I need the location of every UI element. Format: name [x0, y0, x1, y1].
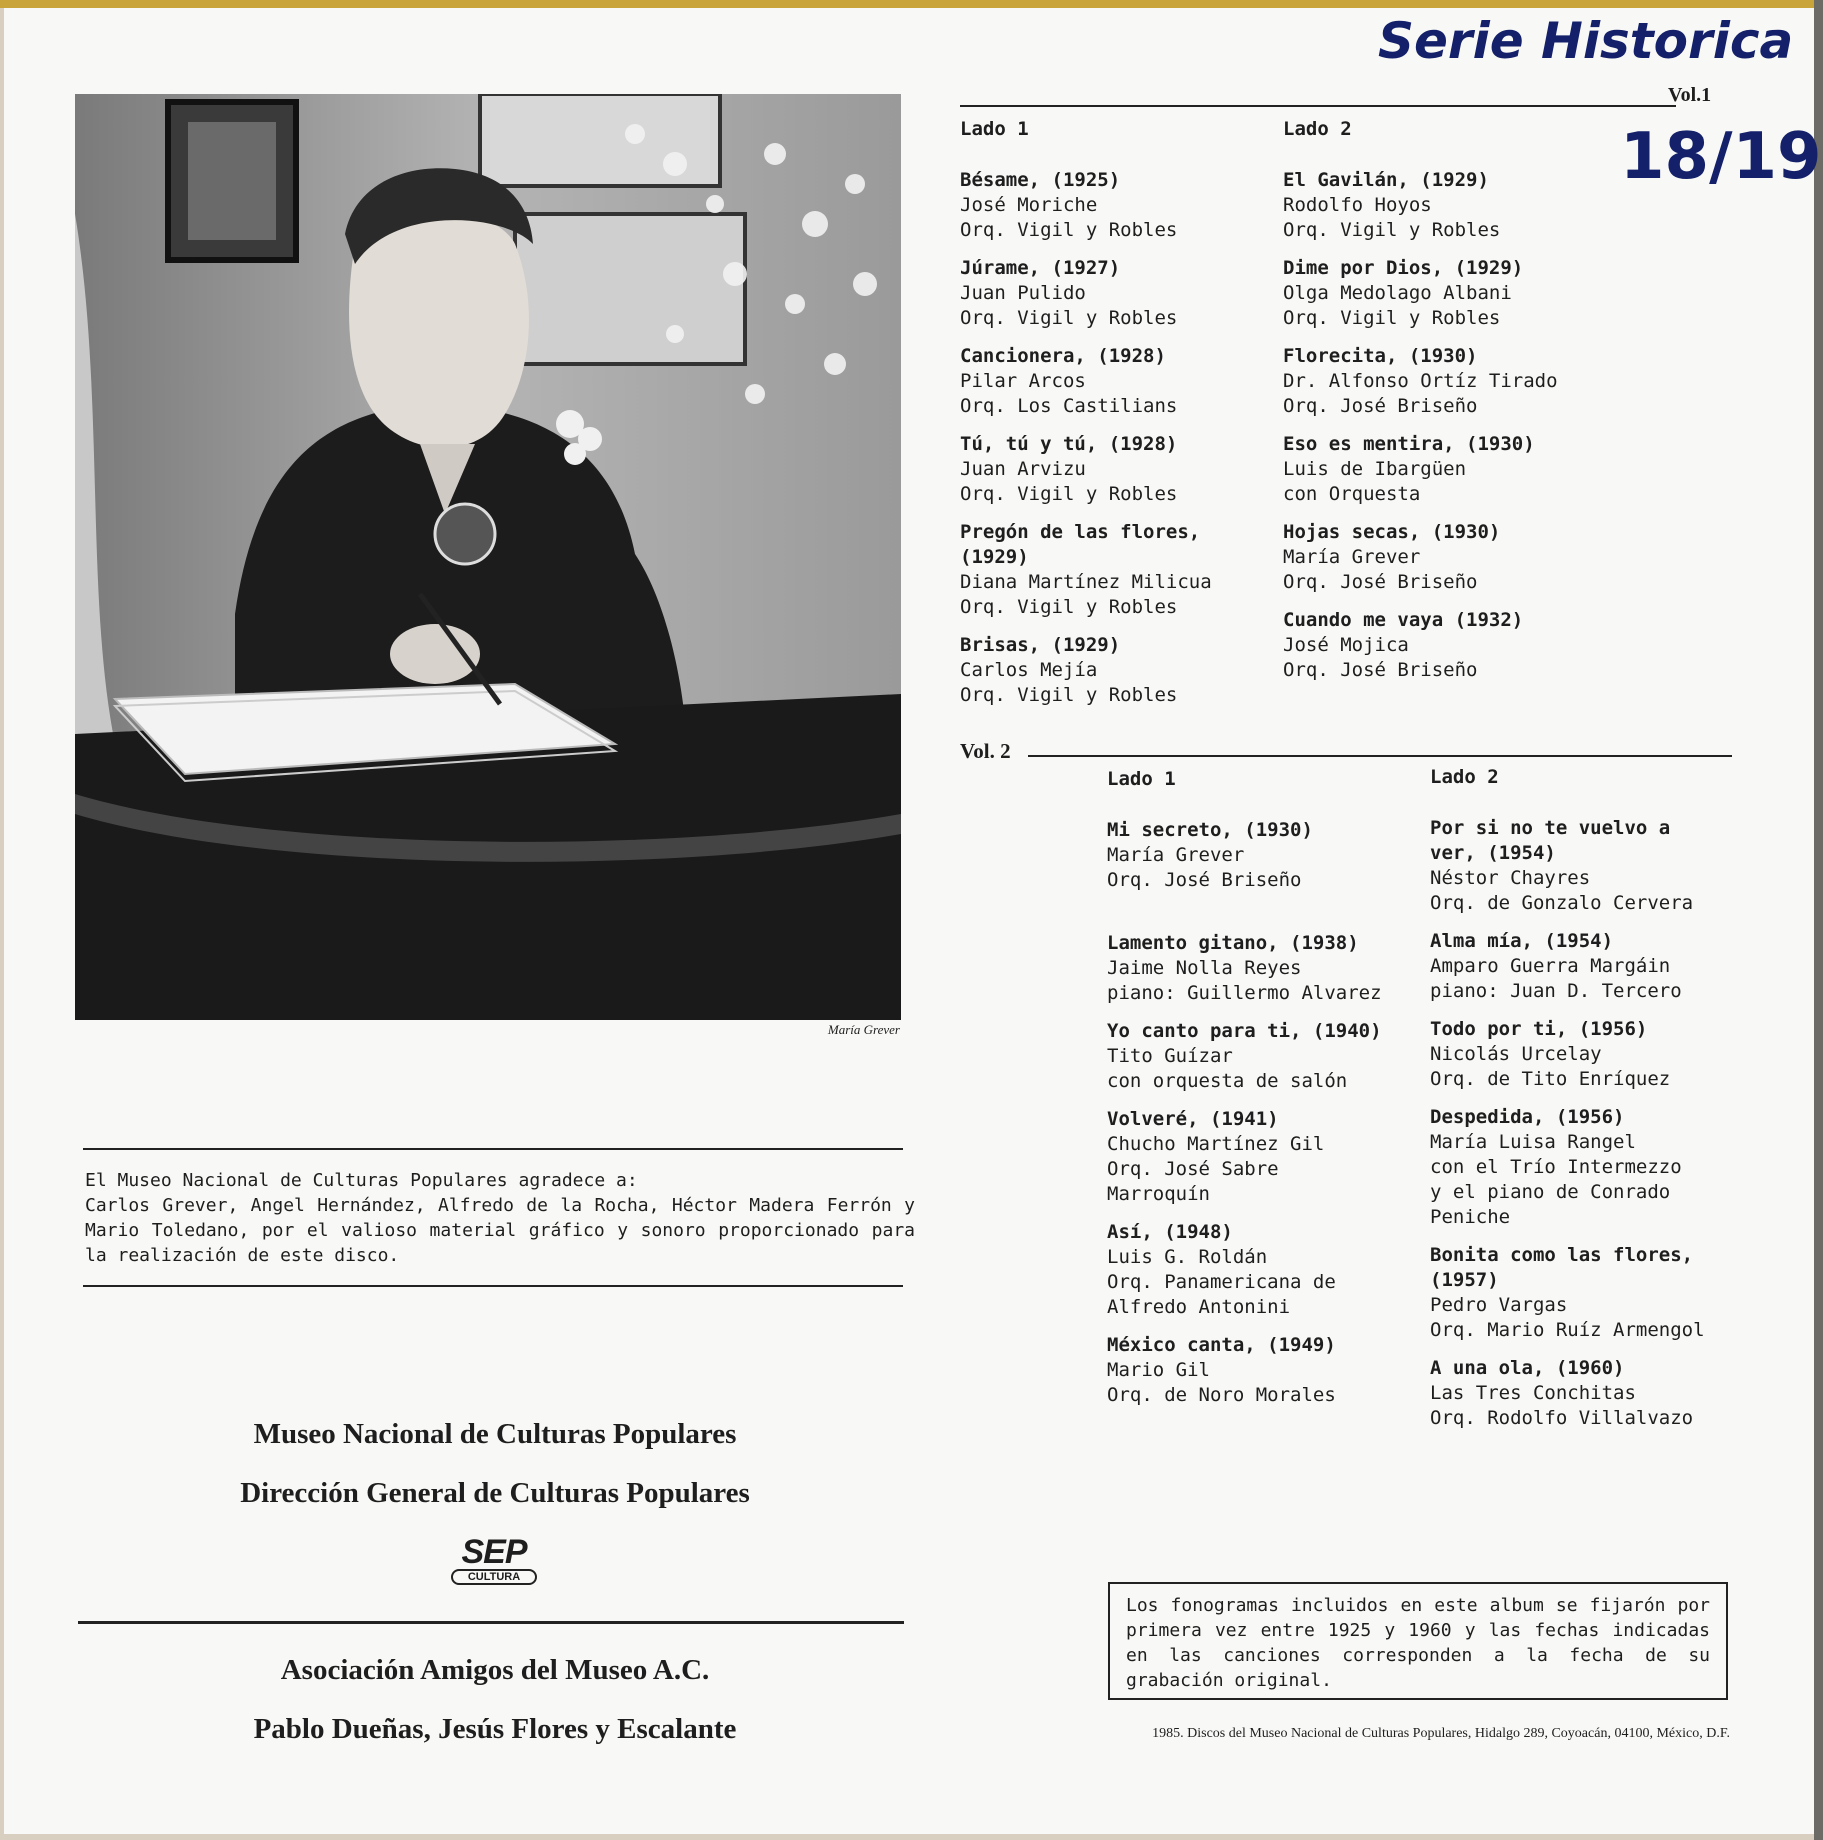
track-credit: Orq. Mario Ruíz Armengol	[1430, 1319, 1705, 1341]
track-item	[1430, 929, 1735, 1004]
track-item	[960, 344, 1300, 419]
track-item	[960, 256, 1300, 331]
track-credit: Olga Medolago Albani	[1283, 282, 1512, 304]
track-credit: Juan Pulido	[960, 282, 1086, 304]
portrait-photo	[75, 94, 901, 1020]
portrait-illustration	[75, 94, 901, 1020]
track-credit: Néstor Chayres	[1430, 867, 1591, 889]
track-credit: Marroquín	[1107, 1183, 1210, 1205]
track-credit: Orq. Panamericana de	[1107, 1271, 1336, 1293]
track-credit: Orq. Rodolfo Villalvazo	[1430, 1407, 1694, 1429]
handwritten-series: Serie Historica	[1378, 12, 1794, 70]
track-credit: Alfredo Antonini	[1107, 1296, 1291, 1318]
track-credit: Orq. de Noro Morales	[1107, 1384, 1336, 1406]
track-title: Lamento gitano, (1938)	[1107, 932, 1359, 954]
track-title: Eso es mentira, (1930)	[1283, 433, 1535, 455]
track-credit: Luis de Ibargüen	[1283, 458, 1467, 480]
vol2-lado1-list	[1107, 818, 1447, 1421]
track-credit: con orquesta de salón	[1107, 1070, 1348, 1092]
track-credit: Orq. de Gonzalo Cervera	[1430, 892, 1694, 914]
sleeve-edge	[1814, 0, 1823, 1840]
vol1-lado2-list	[1283, 168, 1623, 696]
track-credit: María Luisa Rangel	[1430, 1131, 1636, 1153]
track-credit: Orq. José Briseño	[1283, 395, 1478, 417]
top-color-band	[0, 0, 1823, 8]
track-item	[1430, 1243, 1720, 1343]
credits-block	[85, 1168, 915, 1268]
track-item	[960, 432, 1300, 507]
track-credit: Amparo Guerra Margáin	[1430, 955, 1671, 977]
track-title: México canta, (1949)	[1107, 1334, 1336, 1356]
track-credit: María Grever	[1107, 844, 1245, 866]
track-item	[1430, 816, 1720, 916]
handwritten-number: 18/19	[1620, 120, 1822, 194]
vol2-lado2-list	[1430, 816, 1735, 1444]
track-title: Bonita como las flores, (1957)	[1430, 1244, 1694, 1291]
track-title: Así, (1948)	[1107, 1221, 1233, 1243]
track-title: Volveré, (1941)	[1107, 1108, 1279, 1130]
track-credit: Jaime Nolla Reyes	[1107, 957, 1302, 979]
track-credit: María Grever	[1283, 546, 1421, 568]
track-title: Dime por Dios, (1929)	[1283, 257, 1524, 279]
institution-line-2: Dirección General de Culturas Populares	[240, 1477, 750, 1509]
track-title: Júrame, (1927)	[960, 257, 1121, 279]
track-credit: Orq. Vigil y Robles	[960, 596, 1178, 618]
track-item	[1430, 1105, 1735, 1230]
track-credit: José Moriche	[960, 194, 1098, 216]
institution-line-1: Museo Nacional de Culturas Populares	[253, 1418, 737, 1450]
track-credit: Orq. Vigil y Robles	[1283, 219, 1501, 241]
track-title: Cuando me vaya (1932)	[1283, 609, 1524, 631]
track-credit: Orq. José Briseño	[1107, 869, 1302, 891]
credits-top-rule	[83, 1148, 903, 1150]
credits-heading: El Museo Nacional de Culturas Populares agradece a:	[85, 1170, 638, 1191]
institution-rule	[78, 1621, 904, 1624]
track-credit: Orq. José Briseño	[1283, 659, 1478, 681]
track-title: Yo canto para ti, (1940)	[1107, 1020, 1382, 1042]
track-credit: Diana Martínez Milicua	[960, 571, 1212, 593]
track-credit: Orq. de Tito Enríquez	[1430, 1068, 1671, 1090]
track-item	[1107, 1019, 1447, 1094]
track-credit: Nicolás Urcelay	[1430, 1043, 1602, 1065]
track-credit: Rodolfo Hoyos	[1283, 194, 1432, 216]
track-item	[1283, 344, 1623, 419]
track-item	[1283, 168, 1623, 243]
track-credit: Orq. Vigil y Robles	[960, 684, 1178, 706]
recording-note: Los fonogramas incluidos en este album se fijarón por primera vez entre 1925 y 1960 y las fechas indicadas en las canciones corresponden a la fecha de su grabación original.	[1108, 1582, 1728, 1700]
sep-logo-main: SEP	[461, 1533, 527, 1571]
track-item	[960, 633, 1300, 708]
track-item	[1107, 931, 1447, 1006]
track-credit: Orq. José Briseño	[1283, 571, 1478, 593]
track-credit: Carlos Mejía	[960, 659, 1098, 681]
track-item	[1283, 520, 1623, 595]
track-credit: Mario Gil	[1107, 1359, 1210, 1381]
vol1-label: Vol.1	[1668, 84, 1712, 106]
track-credit: Tito Guízar	[1107, 1045, 1233, 1067]
track-credit: piano: Guillermo Alvarez	[1107, 982, 1382, 1004]
track-credit: Luis G. Roldán	[1107, 1246, 1268, 1268]
track-credit: y el piano de Conrado	[1430, 1181, 1671, 1203]
track-credit: Peniche	[1430, 1206, 1511, 1228]
vol1-lado1-label: Lado 1	[960, 118, 1029, 140]
track-title: Todo por ti, (1956)	[1430, 1018, 1648, 1040]
track-credit: Juan Arvizu	[960, 458, 1086, 480]
track-item	[1283, 256, 1623, 331]
track-item	[1283, 608, 1623, 683]
track-title: Alma mía, (1954)	[1430, 930, 1614, 952]
vol2-label: Vol. 2	[960, 739, 1011, 763]
track-credit: Dr. Alfonso Ortíz Tirado	[1283, 370, 1558, 392]
track-title: Por si no te vuelvo a ver, (1954)	[1430, 817, 1671, 864]
track-title: Mi secreto, (1930)	[1107, 819, 1313, 841]
photo-caption: María Grever	[827, 1022, 900, 1037]
credits-body: Carlos Grever, Angel Hernández, Alfredo de la Rocha, Héctor Madera Ferrón y Mario Toledano, por el valioso material gráfico y sonoro proporcionado para la realización de este disco.	[85, 1195, 915, 1266]
track-title: Tú, tú y tú, (1928)	[960, 433, 1178, 455]
track-title: Bésame, (1925)	[960, 169, 1121, 191]
track-title: Cancionera, (1928)	[960, 345, 1166, 367]
sep-logo-sub: CULTURA	[451, 1569, 537, 1585]
track-title: Brisas, (1929)	[960, 634, 1121, 656]
vol1-rule	[960, 105, 1676, 107]
track-item	[960, 168, 1300, 243]
track-credit: Pedro Vargas	[1430, 1294, 1568, 1316]
track-credit: Orq. Vigil y Robles	[960, 219, 1178, 241]
vol2-rule	[1028, 755, 1732, 757]
track-credit: Orq. Vigil y Robles	[1283, 307, 1501, 329]
vol2-lado1-label: Lado 1	[1107, 768, 1176, 790]
track-item	[1430, 1017, 1735, 1092]
track-credit: Orq. José Sabre	[1107, 1158, 1279, 1180]
track-credit: Orq. Los Castilians	[960, 395, 1178, 417]
track-credit: Las Tres Conchitas	[1430, 1382, 1636, 1404]
track-title: Florecita, (1930)	[1283, 345, 1478, 367]
track-item	[1107, 1333, 1447, 1408]
track-credit: con Orquesta	[1283, 483, 1421, 505]
track-credit: Pilar Arcos	[960, 370, 1086, 392]
institution-line-4: Pablo Dueñas, Jesús Flores y Escalante	[253, 1713, 737, 1745]
track-item	[1107, 1107, 1447, 1207]
track-credit: con el Trío Intermezzo	[1430, 1156, 1682, 1178]
track-item	[960, 520, 1250, 620]
track-title: El Gavilán, (1929)	[1283, 169, 1489, 191]
footer-imprint: 1985. Discos del Museo Nacional de Culturas Populares, Hidalgo 289, Coyoacán, 04100, México, D.F.	[1152, 1726, 1730, 1741]
track-credit: Chucho Martínez Gil	[1107, 1133, 1325, 1155]
track-title: Hojas secas, (1930)	[1283, 521, 1501, 543]
credits-bottom-rule	[83, 1285, 903, 1287]
track-credit: Orq. Vigil y Robles	[960, 483, 1178, 505]
track-item	[1430, 1356, 1735, 1431]
track-item	[1107, 1220, 1447, 1320]
track-credit: Orq. Vigil y Robles	[960, 307, 1178, 329]
sep-logo	[451, 1535, 537, 1585]
track-title: A una ola, (1960)	[1430, 1357, 1625, 1379]
track-item	[1283, 432, 1623, 507]
track-credit: José Mojica	[1283, 634, 1409, 656]
vol1-lado1-list	[960, 168, 1300, 721]
track-item	[1107, 818, 1447, 893]
vol2-lado2-label: Lado 2	[1430, 766, 1499, 788]
institution-line-3: Asociación Amigos del Museo A.C.	[280, 1654, 710, 1686]
vol1-lado2-label: Lado 2	[1283, 118, 1352, 140]
track-title: Pregón de las flores, (1929)	[960, 521, 1201, 568]
track-credit: piano: Juan D. Tercero	[1430, 980, 1682, 1002]
track-title: Despedida, (1956)	[1430, 1106, 1625, 1128]
